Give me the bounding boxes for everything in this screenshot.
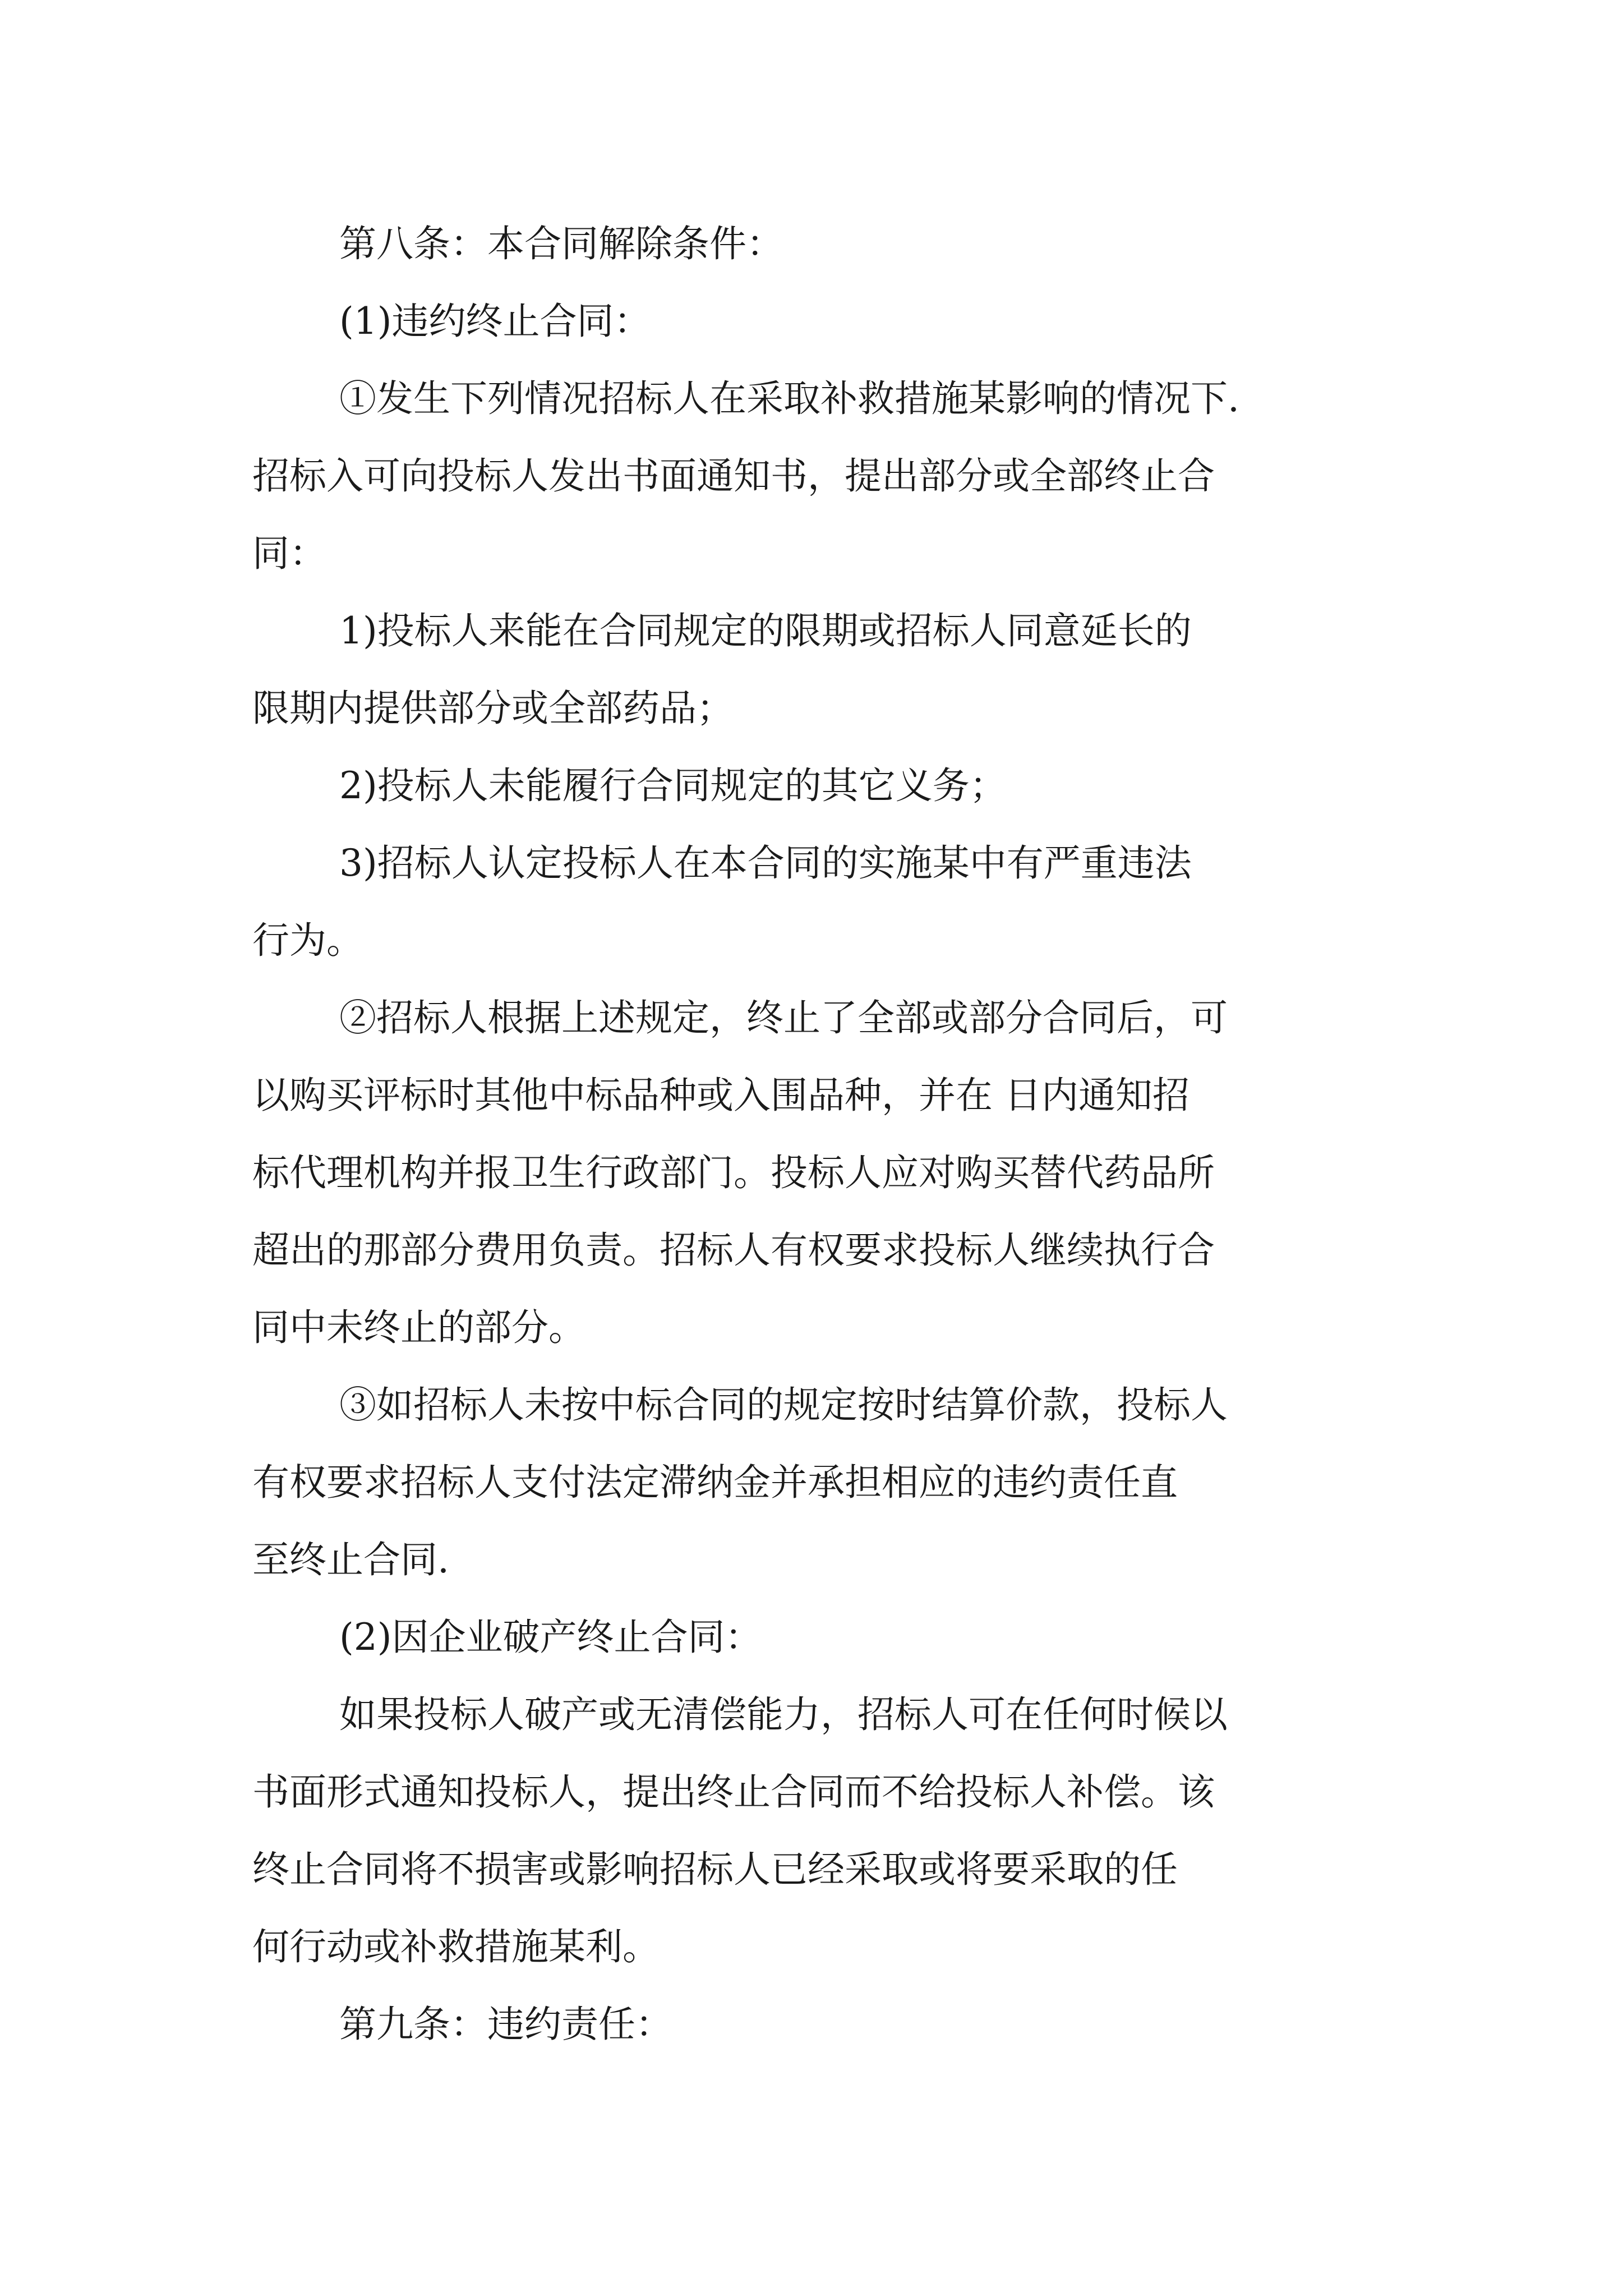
paragraph-line: 书面形式通知投标人，提出终止合同而不给投标人补偿。该 — [252, 1770, 1215, 1814]
paragraph-line: 至终止合同. — [252, 1538, 449, 1581]
paragraph-line: 3)招标人认定投标人在本合同的实施某中有严重违法 — [339, 841, 1192, 885]
article-9-heading: 第九条：违约责任： — [339, 2003, 672, 2046]
paragraph-line: 如果投标人破产或无清偿能力，招标人可在任何时候以 — [339, 1693, 1228, 1736]
paragraph-line: 行为。 — [252, 919, 363, 962]
paragraph-line: 终止合同将不损害或影响招标人已经采取或将要采取的任 — [252, 1848, 1178, 1891]
paragraph-line: 1)投标人来能在合同规定的限期或招标人同意延长的 — [339, 609, 1192, 652]
paragraph-line: 有权要求招标人支付法定滞纳金并承担相应的违约责任直 — [252, 1461, 1178, 1504]
paragraph-line: 同： — [252, 532, 326, 575]
paragraph-line: 招标入可向投标人发出书面通知书，提出部分或全部终止合 — [252, 454, 1215, 498]
paragraph-line: 2)投标人未能履行合同规定的其它义务； — [339, 764, 1007, 807]
paragraph-line: ③如招标人未按中标合同的规定按时结算价款，投标人 — [339, 1383, 1228, 1427]
paragraph-line: 超出的那部分费用负责。招标人有权要求投标人继续执行合 — [252, 1228, 1215, 1272]
paragraph-line: ①发生下列情况招标人在采取补救措施某影响的情况下. — [339, 377, 1239, 420]
article-8-heading: 第八条：本合同解除条件： — [339, 222, 783, 265]
paragraph-line: 以购买评标时其他中标品种或入围品种，并在 日内通知招 — [252, 1074, 1189, 1117]
paragraph-line: 同中未终止的部分。 — [252, 1306, 585, 1349]
clause-2-heading: (2)因企业破产终止合同： — [339, 1616, 762, 1659]
paragraph-line: 限期内提供部分或全部药品； — [252, 687, 734, 730]
paragraph-line: 何行动或补救措施某利。 — [252, 1925, 660, 1968]
clause-1-heading: (1)违约终止合同： — [339, 300, 651, 343]
paragraph-line: ②招标人根据上述规定，终止了全部或部分合同后，可 — [339, 996, 1228, 1039]
paragraph-line: 标代理机构并报卫生行政部门。投标人应对购买替代药品所 — [252, 1151, 1215, 1194]
